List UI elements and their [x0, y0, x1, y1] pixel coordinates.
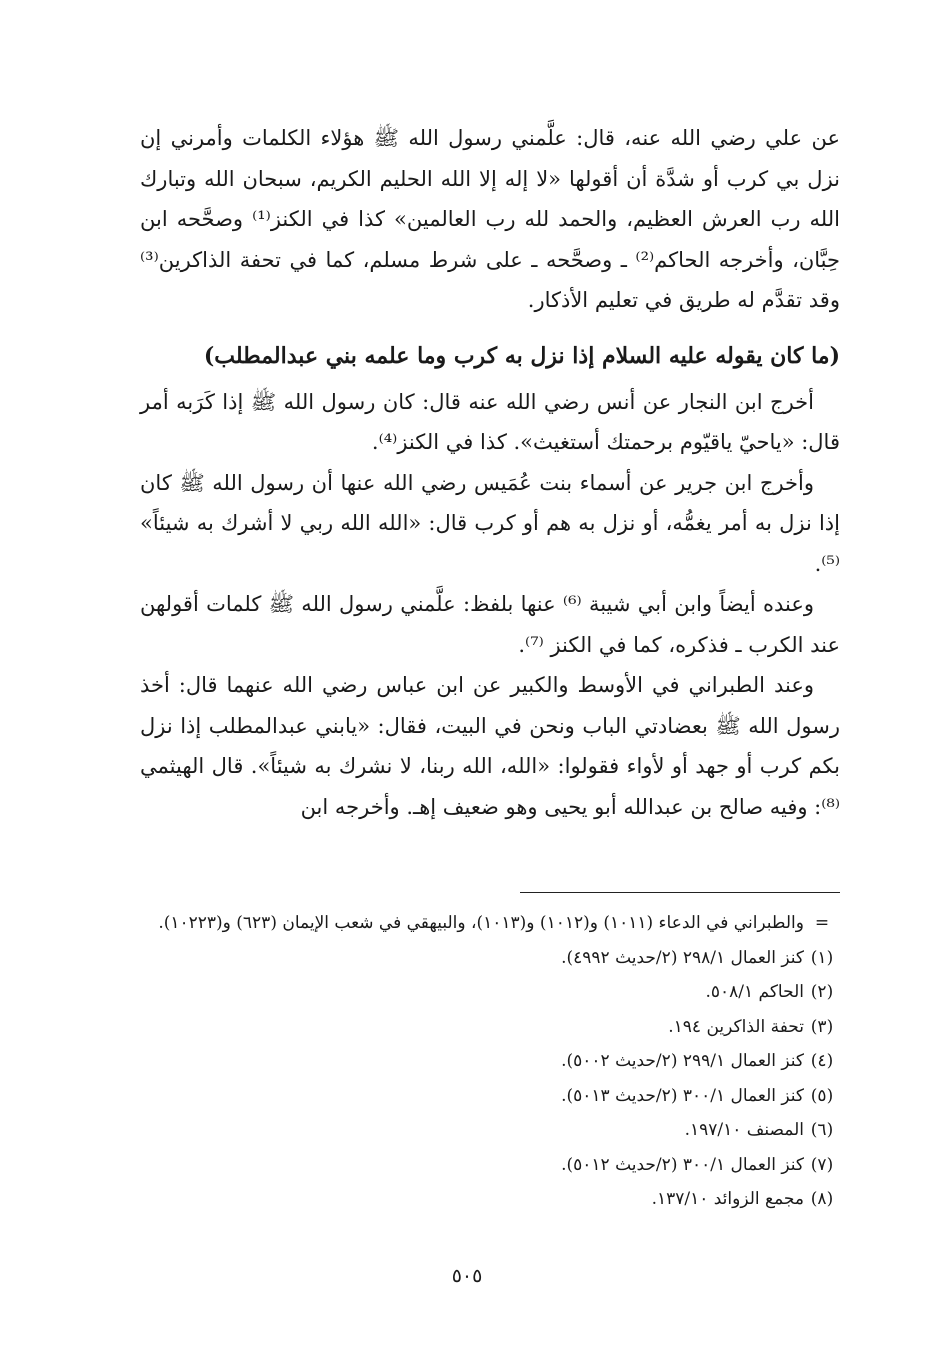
- footnote-text: المصنف ١٩٧/١٠.: [684, 1120, 804, 1140]
- footnote-3: [140, 1010, 840, 1045]
- footnote-number: (٨): [810, 1189, 834, 1209]
- footnote-divider: [520, 892, 840, 893]
- paragraph-1: عن علي رضي الله عنه، قال: علَّمني رسول الله ﷺ هؤلاء الكلمات وأمرني إن نزل بي كرب أو شدَّة أن أقولها «لا إله إلا الله الحليم الكريم، سبحان الله وتبارك الله رب العرش العظيم، والحمد لله رب العالمين» كذا في الكنز⁽¹⁾ وصحَّحه ابن حِبَّان، وأخرجه الحاكم⁽²⁾ ـ وصحَّحه ـ على شرط مسلم، كما في تحفة الذاكرين⁽³⁾ وقد تقدَّم له طريق في تعليم الأذكار.: [140, 126, 840, 312]
- footnote-text: الحاكم ٥٠٨/١.: [705, 982, 804, 1002]
- main-text: [140, 118, 840, 827]
- footnote-6: [140, 1113, 840, 1148]
- footnote-text: كنز العمال ٣٠٠/١ (٢/حديث ٥٠١٢).: [561, 1154, 804, 1175]
- paragraph-5: وعند الطبراني في الأوسط والكبير عن ابن عباس رضي الله عنهما قال: أخذ رسول الله ﷺ بعضادتي الباب ونحن في البيت، فقال: «يابني عبدالمطلب إذا نزل بكم كرب أو جهد أو لأواء فقولوا: «الله، الله ربنا، لا نشرك به شيئاً». قال الهيثمي ⁽⁸⁾: وفيه صالح بن عبدالله أبو يحيى وهو ضعيف إهـ. وأخرجه ابن: [140, 673, 840, 819]
- footnote-2: [140, 975, 840, 1010]
- footnote-text: كنز العمال ٢٩٨/١ (٢/حديث ٤٩٩٢).: [561, 947, 804, 968]
- section-heading: (ما كان يقوله عليه السلام إذا نزل به كرب وما علمه بني عبدالمطلب): [203, 342, 840, 369]
- footnote-number: (٥): [810, 1085, 834, 1106]
- footnote-8: [140, 1182, 840, 1217]
- footnote-number: (١): [810, 947, 834, 968]
- footnote-text: مجمع الزوائد ١٣٧/١٠.: [651, 1189, 804, 1209]
- footnote-text: تحفة الذاكرين ١٩٤.: [668, 1016, 804, 1037]
- footnote-number: (٧): [810, 1154, 834, 1175]
- footnote-4: [140, 1044, 840, 1079]
- footnote-text: كنز العمال ٢٩٩/١ (٢/حديث ٥٠٠٢).: [561, 1051, 804, 1071]
- paragraph-2: أخرج ابن النجار عن أنس رضي الله عنه قال: كان رسول الله ﷺ إذا كَرَبه أمر قال: «ياحيّ ياقيّوم برحمتك أستغيث». كذا في الكنز⁽⁴⁾.: [140, 389, 840, 454]
- footnote-5: [140, 1079, 840, 1114]
- footnote-continuation: [140, 906, 840, 941]
- footnote-7: [140, 1148, 840, 1183]
- paragraph-4: وعنده أيضاً وابن أبي شيبة ⁽⁶⁾ عنها بلفظ: علَّمني رسول الله ﷺ كلمات أقولهن عند الكرب ـ فذكره، كما في الكنز ⁽⁷⁾.: [140, 592, 840, 657]
- footnotes: [140, 906, 840, 1217]
- footnote-number: (٦): [810, 1120, 834, 1140]
- continuation-mark: =: [814, 913, 830, 933]
- footnote-number: (٢): [810, 982, 834, 1002]
- footnote-1: [140, 941, 840, 976]
- page-number: ٥٠٥: [451, 1265, 483, 1287]
- continuation-text: والطبراني في الدعاء (١٠١١) و(١٠١٢) و(١٠١٣)، والبيهقي في شعب الإيمان (٦٢٣) و(١٠٢٢٣).: [158, 913, 804, 933]
- footnote-text: كنز العمال ٣٠٠/١ (٢/حديث ٥٠١٣).: [561, 1085, 804, 1106]
- paragraph-3: وأخرج ابن جرير عن أسماء بنت عُمَيس رضي الله عنها أن رسول الله ﷺ كان إذا نزل به أمر يغمُّه، أو نزل به هم أو كرب قال: «الله الله ربي لا أشرك به شيئاً» ⁽⁵⁾.: [140, 470, 840, 576]
- footnote-number: (٣): [810, 1016, 834, 1037]
- footnote-number: (٤): [810, 1051, 834, 1071]
